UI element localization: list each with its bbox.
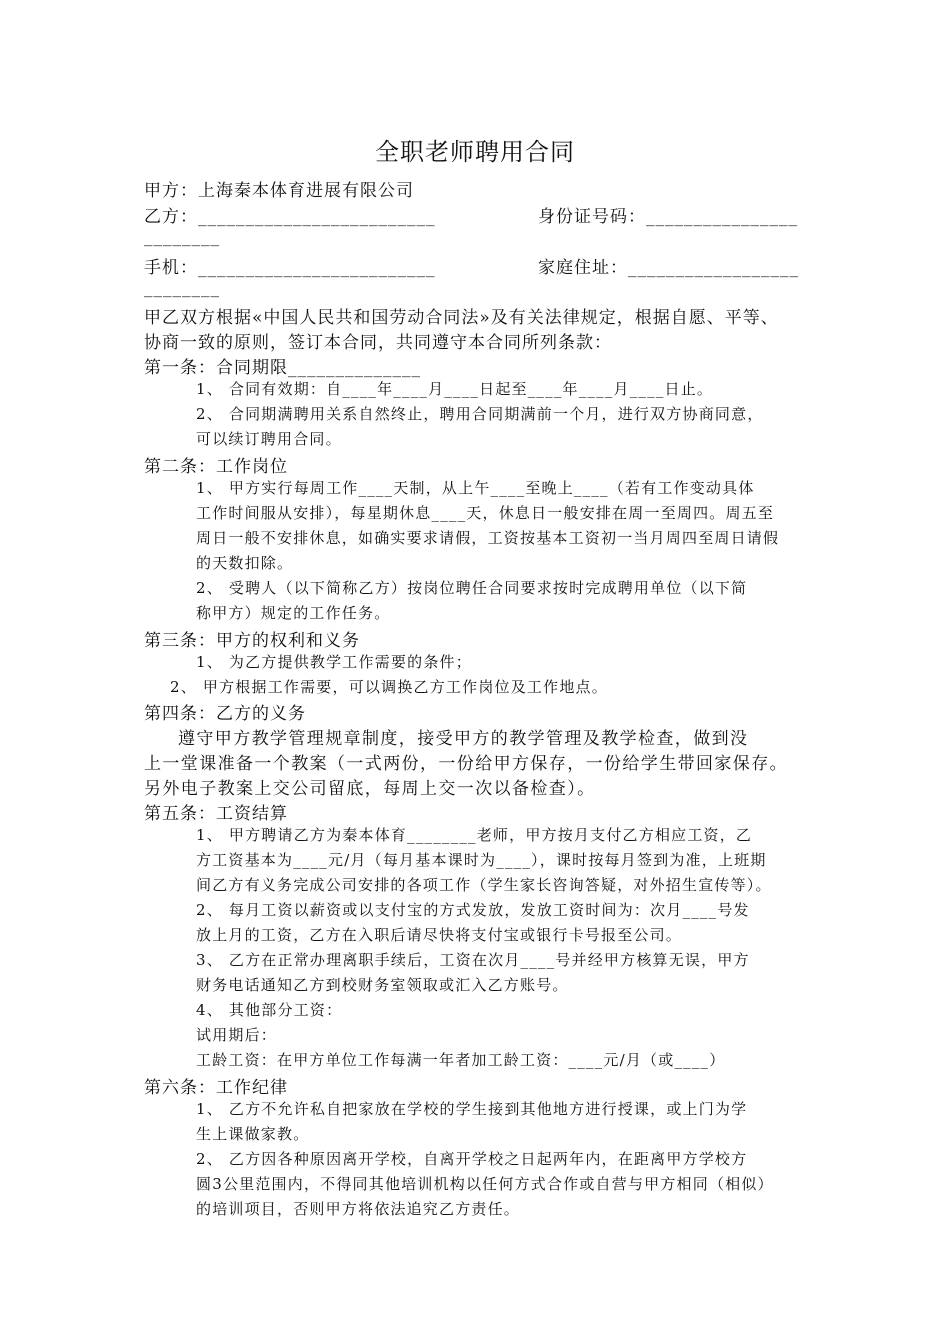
- article-1-line: 可以续订聘用合同。: [196, 430, 342, 448]
- article-6-line: 2、 乙方因各种原因离开学校，自离开学校之日起两年内，在距离甲方学校方: [196, 1150, 748, 1168]
- article-5-line: 2、 每月工资以薪资或以支付宝的方式发放，发放工资时间为：次月____号发: [196, 901, 750, 919]
- article-2-line: 1、 甲方实行每周工作____天制，从上午____至晚上____（若有工作变动具体: [196, 479, 755, 497]
- article-5-line: 方工资基本为____元/月（每月基本课时为____），课时按每月签到为准，上班期: [196, 851, 767, 869]
- article-1-line: 1、 合同有效期：自____年____月____日起至____年____月____日止。: [196, 380, 714, 398]
- id-number-continued: ________: [144, 227, 220, 247]
- article-4-line: 另外电子教案上交公司留底，每周上交一次以备检查）。: [144, 779, 596, 799]
- intro-line: 协商一致的原则，签订本合同，共同遵守本合同所列条款：: [144, 333, 612, 353]
- article-6-line: 1、 乙方不允许私自把家放在学校的学生接到其他地方进行授课，或上门为学: [196, 1100, 748, 1118]
- article-5-line: 4、 其他部分工资：: [196, 1001, 343, 1019]
- phone: 手机：_________________________: [144, 258, 436, 278]
- article-5-line: 1、 甲方聘请乙方为秦本体育________老师，甲方按月支付乙方相应工资，乙: [196, 826, 753, 844]
- article-6-line: 的培训项目，否则甲方将依法追究乙方责任。: [196, 1200, 521, 1218]
- home-address-continued: ________: [144, 278, 220, 298]
- article-1-line: 2、 合同期满聘用关系自然终止，聘用合同期满前一个月，进行双方协商同意，: [196, 405, 764, 423]
- article-5-line: 3、 乙方在正常办理离职手续后，工资在次月____号并经甲方核算无误，甲方: [196, 951, 750, 969]
- article-2-heading: 第二条：工作岗位: [144, 457, 288, 477]
- intro-line: 甲乙双方根据«中国人民共和国劳动合同法»及有关法律规定，根据自愿、平等、: [144, 308, 779, 328]
- article-3-line: 1、 为乙方提供教学工作需要的条件；: [196, 653, 472, 671]
- party-a: 甲方：上海秦本体育进展有限公司: [144, 181, 414, 201]
- article-4-line: 上一堂课准备一个教案（一式两份，一份给甲方保存，一份给学生带回家保存。: [144, 754, 788, 774]
- article-2-line: 称甲方）规定的工作任务。: [196, 604, 391, 622]
- article-5-line: 试用期后：: [196, 1026, 278, 1044]
- article-2-line: 的天数扣除。: [196, 554, 294, 572]
- article-2-line: 2、 受聘人（以下简称乙方）按岗位聘任合同要求按时完成聘用单位（以下简: [196, 579, 748, 597]
- article-5-line: 间乙方有义务完成公司安排的各项工作（学生家长咨询答疑，对外招生宣传等）。: [196, 876, 772, 894]
- article-5-line: 工龄工资：在甲方单位工作每满一年者加工龄工资：____元/月（或____）: [196, 1051, 726, 1069]
- article-4-line: 遵守甲方教学管理规章制度，接受甲方的教学管理及教学检查，做到没: [178, 729, 749, 749]
- article-5-line: 放上月的工资，乙方在入职后请尽快将支付宝或银行卡号报至公司。: [196, 926, 683, 944]
- article-5-line: 财务电话通知乙方到校财务室领取或汇入乙方账号。: [196, 976, 569, 994]
- article-6-line: 圆3公里范围内，不得同其他培训机构以任何方式合作或自营与甲方相同（相似）: [196, 1175, 774, 1193]
- id-number: 身份证号码：________________: [538, 207, 798, 227]
- home-address: 家庭住址：__________________: [538, 258, 799, 278]
- article-6-line: 生上课做家教。: [196, 1125, 310, 1143]
- article-3-heading: 第三条：甲方的权利和义务: [144, 631, 360, 651]
- article-6-heading: 第六条：工作纪律: [144, 1078, 288, 1098]
- article-4-heading: 第四条：乙方的义务: [144, 704, 306, 724]
- party-b: 乙方：_________________________: [144, 207, 436, 227]
- article-2-line: 周日一般不安排休息，如确实要求请假，工资按基本工资初一当月周四至周日请假: [196, 529, 780, 547]
- document-title: 全职老师聘用合同: [375, 138, 575, 166]
- article-3-line: 2、 甲方根据工作需要，可以调换乙方工作岗位及工作地点。: [170, 678, 608, 696]
- article-2-line: 工作时间服从安排），每星期休息____天，休息日一般安排在周一至周四。周五至: [196, 504, 775, 522]
- article-1-heading: 第一条：合同期限______________: [144, 358, 421, 378]
- article-5-heading: 第五条：工资结算: [144, 804, 288, 824]
